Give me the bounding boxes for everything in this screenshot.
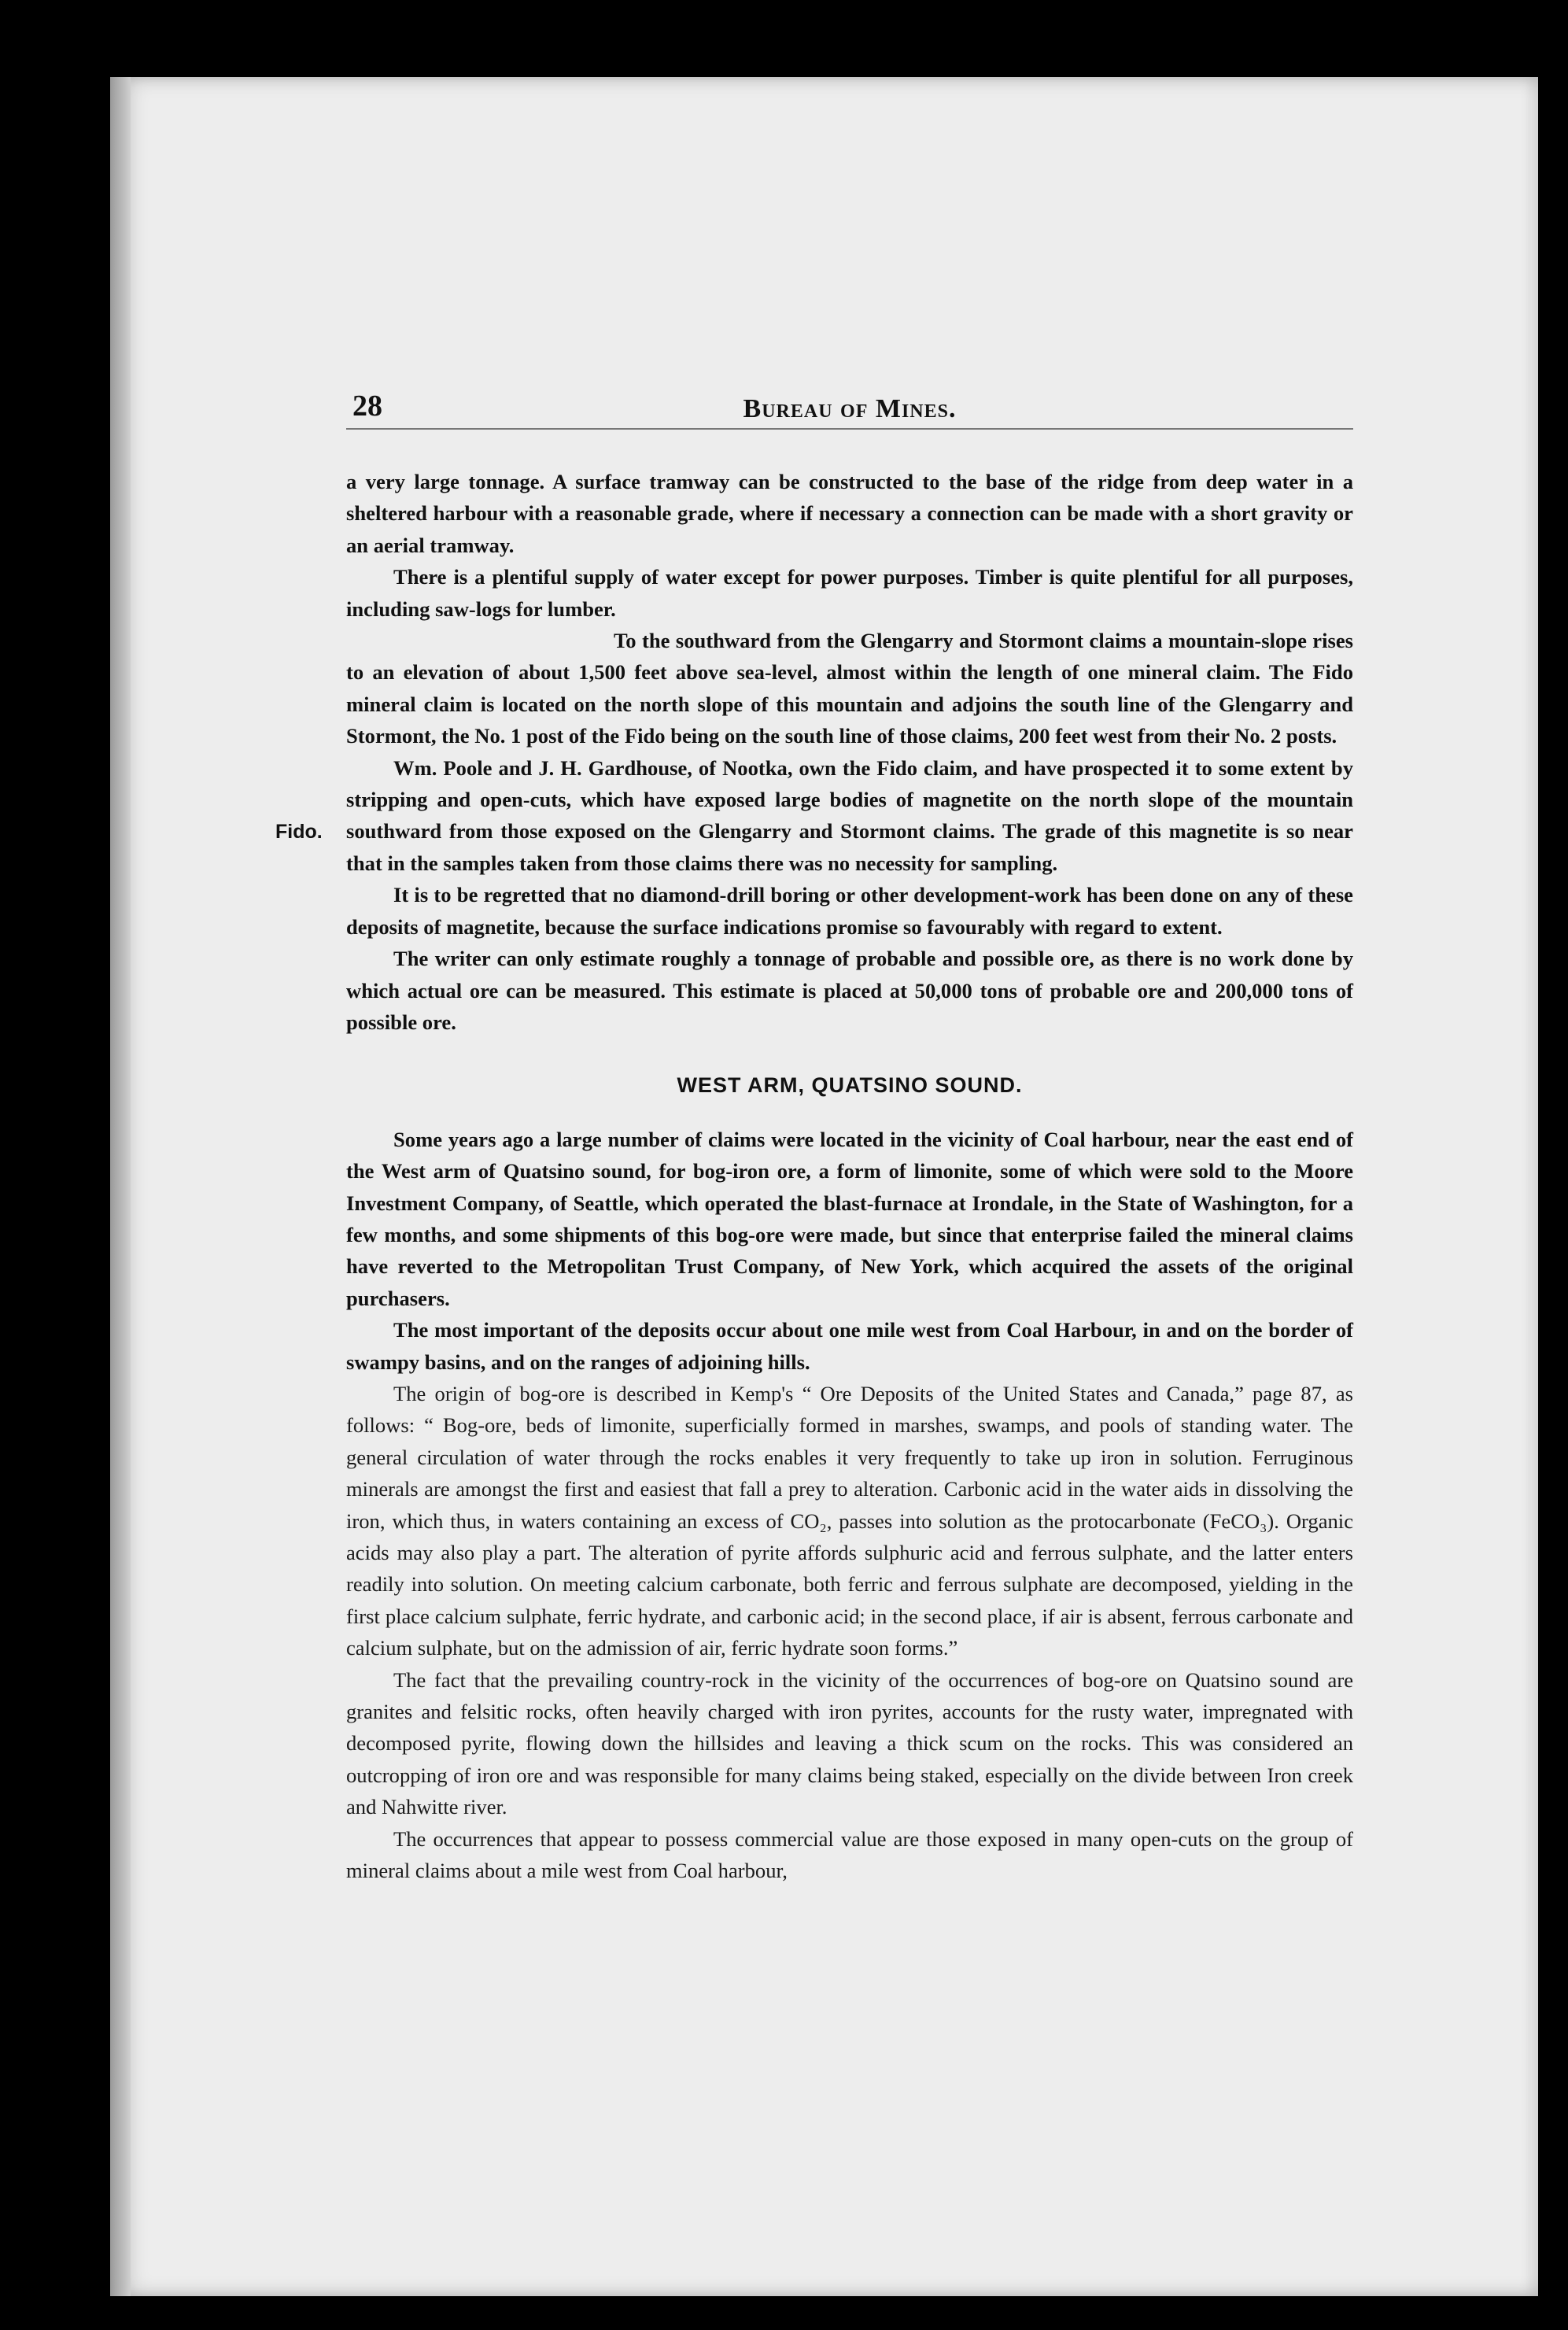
quoted-section [346, 1378, 1353, 1887]
margin-note: Fido. [275, 821, 323, 844]
paragraph: Wm. Poole and J. H. Gardhouse, of Nootka, own the Fido claim, and have prospected it to some extent by stripping and open-cuts, which have exposed large bodies of magnetite on the north slope of the mountain southward from those exposed on the Glengarry and Stormont claims. The grade of this magnetite is so near that in the samples taken from those claims there was no necessity for sampling. [346, 755, 1353, 875]
page-body [275, 390, 1353, 1886]
paragraph: It is to be regretted that no diamond-drill boring or other development-work has been done on any of these deposits of magnetite, because the surface indications promise so favourably with regard to extent. [346, 883, 1353, 939]
paragraph: The occurrences that appear to possess commercial value are those exposed in many open-cuts on the group of mineral claims about a mile west from Coal harbour, [346, 1826, 1353, 1883]
page-binding-edge [110, 77, 131, 2296]
paragraph: The fact that the prevailing country-rock in the vicinity of the occurrences of bog-ore on Quatsino sound are granites and felsitic rocks, often heavily charged with iron pyrites, accounts for the rusty water, impregnated with decomposed pyrite, flowing down the hillsides and leaving a thick scum on the rocks. This was considered an outcropping of iron ore and was responsible for many claims being staked, especially on the divide between Iron creek and Nahwitte river. [346, 1667, 1353, 1819]
section-heading: WEST ARM, QUATSINO SOUND. [677, 1073, 1023, 1098]
running-title: Bureau of Mines. [743, 394, 957, 423]
paragraph: The most important of the deposits occur about one mile west from Coal Harbour, in and on the border of swampy basins, and on the ranges of adjoining hills. [346, 1318, 1353, 1374]
paragraph: a very large tonnage. A surface tramway can be constructed to the base of the ridge from deep water in a sheltered harbour with a reasonable grade, where if necessary a connection can be made with a short gravity or an aerial tramway. [346, 470, 1353, 557]
paragraph: The origin of bog-ore is described in Kemp's “ Ore Deposits of the United States and Canada,” page 87, as follows: “ Bog-ore, beds of limonite, superficially formed in marshes, swamps, and pools of standing water. The general circulation of water through the rocks enables it very frequently to take up iron in solution. Ferruginous minerals are amongst the first and easiest that fall a prey to alteration. Carbonic acid in the water aids in dissolving the iron, which thus, in waters containing an excess of CO₂, passes into solution as the protocarbonate (FeCO₃). Organic acids may also play a part. The alteration of pyrite affords sulphuric acid and ferrous sulphate, and the latter enters readily into solution. On meeting calcium carbonate, both ferric and ferrous sulphate are decomposed, yielding in the first place calcium sulphate, ferric hydrate, and carbonic acid; in the second place, if air is absent, ferrous carbonate and calcium sulphate, but on the admission of air, ferric hydrate soon forms.” [346, 1381, 1353, 1660]
paragraph: Some years ago a large number of claims were located in the vicinity of Coal harbour, near the east end of the West arm of Quatsino sound, for bog-iron ore, a form of limonite, some of which were sold to the Moore Investment Company, of Seattle, which operated the blast-furnace at Irondale, in the State of Washington, for a few months, and some shipments of this bog-ore were made, but since that enterprise failed the mineral claims have reverted to the Metropolitan Trust Company, of New York, which acquired the assets of the original purchasers. [346, 1127, 1353, 1310]
paragraph: To the southward from the Glengarry and Stormont claims a mountain-slope rises to an elevation of about 1,500 feet above sea-level, almost within the length of one mineral claim. The Fido mineral claim is located on the north slope of this mountain and adjoins the south line of the Glengarry and Stormont, the No. 1 post of the Fido being on the south line of those claims, 200 feet west from their No. 2 posts. [346, 629, 1353, 748]
page-number: 28 [352, 390, 382, 423]
running-head [346, 390, 1353, 430]
paragraph: There is a plentiful supply of water except for power purposes. Timber is quite plentiful for all purposes, including saw-logs for lumber. [346, 565, 1353, 621]
paragraph: The writer can only estimate roughly a tonnage of probable and possible ore, as there is no work done by which actual ore can be measured. This estimate is placed at 50,000 tons of probable ore and 200,000 tons of possible ore. [346, 947, 1353, 1034]
